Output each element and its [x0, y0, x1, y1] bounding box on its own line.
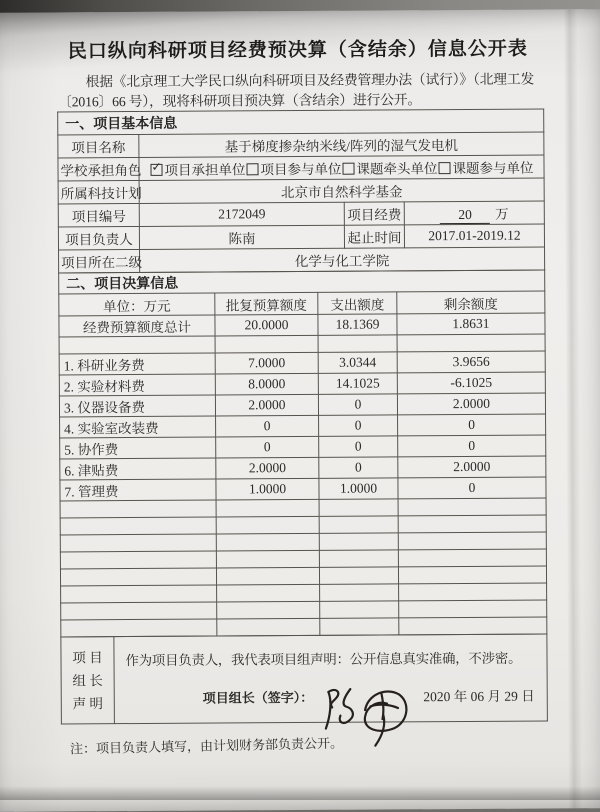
budget-row — [59, 393, 545, 417]
category-approved: 2.0000 — [216, 457, 319, 479]
checkbox-icon — [246, 163, 258, 175]
category-spent: 1.0000 — [319, 478, 398, 499]
role-option-undertaker — [149, 159, 246, 178]
category-spent: 3.0344 — [318, 352, 397, 373]
category-label: 4. 实验室改装费 — [60, 416, 216, 438]
budget-row — [60, 414, 546, 438]
declaration-body — [114, 634, 548, 724]
category-approved: 7.0000 — [215, 352, 318, 374]
col-header-unit: 单位：万元 — [59, 293, 215, 316]
category-approved: 0 — [216, 436, 319, 458]
total-label: 经费预算额度总计 — [59, 315, 215, 337]
section-1-header: 一、项目基本信息 — [58, 109, 544, 135]
basic-info-table — [57, 109, 545, 274]
budget-table — [58, 269, 547, 637]
budget-row — [60, 477, 546, 501]
category-spent: 0 — [318, 394, 397, 415]
category-remaining: 2.0000 — [397, 393, 545, 415]
category-approved: 2.0000 — [215, 394, 318, 416]
project-leader-label: 项目负责人 — [58, 226, 139, 249]
checkbox-checked-icon — [150, 159, 162, 176]
budget-row — [59, 372, 545, 396]
intro-paragraph — [58, 69, 554, 111]
category-label: 2. 实验材料费 — [59, 374, 215, 396]
section-2-header: 二、项目决算信息 — [59, 270, 545, 294]
funds-amount: 20 — [440, 206, 490, 223]
paper-sheet — [0, 9, 600, 812]
declaration-statement: 作为项目负责人，我代表项目组声明：公开信息真实准确，不涉密。 — [125, 650, 522, 669]
sign-label: 项目组长（签字）： — [202, 689, 314, 706]
category-remaining: 0 — [398, 414, 546, 436]
program-value: 北京市自然科学基金 — [139, 178, 544, 203]
project-funds-label: 项目经费 — [344, 202, 404, 225]
category-spent: 0 — [319, 415, 398, 436]
form-content — [0, 33, 600, 758]
role-option-participant — [245, 162, 341, 178]
period-label: 起止时间 — [344, 225, 404, 248]
funds-unit: 万 — [495, 206, 509, 222]
category-label: 1. 科研业务费 — [59, 353, 215, 375]
role-option-label: 课题牵头单位 — [356, 161, 438, 177]
declaration-label-line: 组 长 — [72, 672, 103, 688]
role-option-label: 课题参与单位 — [452, 160, 534, 177]
project-number-value: 2172049 — [139, 202, 344, 226]
table-row — [58, 155, 544, 181]
category-remaining: 2.0000 — [398, 456, 546, 478]
total-spent: 18.1369 — [318, 314, 397, 335]
table-row — [58, 224, 544, 250]
checkbox-icon — [438, 162, 450, 174]
checkbox-icon — [342, 163, 354, 175]
category-label: 5. 协作费 — [60, 437, 216, 459]
project-number-label: 项目编号 — [58, 203, 139, 226]
category-remaining: 0 — [398, 477, 546, 499]
check-icon: ✓ — [151, 159, 162, 174]
budget-header-row — [59, 291, 545, 316]
declaration-label-line: 项 目 — [72, 649, 103, 665]
category-label: 6. 津贴费 — [60, 458, 216, 480]
table-row — [58, 132, 544, 158]
category-approved: 0 — [216, 415, 319, 437]
signature-row — [117, 669, 545, 724]
role-option-topic-participant — [437, 161, 533, 177]
project-name-label: 项目名称 — [58, 134, 139, 157]
budget-row — [59, 351, 545, 375]
school-role-options — [139, 155, 544, 180]
period-value: 2017.01-2019.12 — [404, 224, 544, 248]
program-label: 所属科技计划 — [58, 180, 139, 203]
role-option-label: 项目参与单位 — [260, 161, 342, 178]
col-header-approved: 批复预算额度 — [215, 292, 318, 315]
school-role-label: 学校承担角色 — [58, 157, 139, 180]
role-option-label: 项目承担单位 — [164, 162, 246, 178]
declaration-label — [61, 637, 115, 724]
category-spent: 14.1025 — [318, 373, 397, 394]
category-approved: 1.0000 — [216, 478, 319, 500]
unit-label: 项目所在二级 — [59, 249, 140, 272]
category-label: 3. 仪器设备费 — [59, 395, 215, 417]
table-row — [58, 201, 544, 227]
category-remaining: 3.9656 — [397, 351, 545, 373]
budget-total-row — [59, 313, 545, 337]
category-spent: 0 — [319, 457, 398, 478]
col-header-remaining: 剩余额度 — [397, 291, 545, 314]
declaration-row — [61, 634, 548, 724]
col-header-spent: 支出额度 — [318, 292, 397, 314]
table-row — [58, 178, 544, 204]
project-leader-value: 陈南 — [139, 225, 344, 249]
intro-line-2: 〔2016〕66 号），现将科研项目预决算（含结余）进行公开。 — [58, 91, 422, 109]
role-option-topic-lead — [341, 161, 437, 177]
total-approved: 20.0000 — [215, 314, 318, 336]
intro-line-1: 根据《北京理工大学民口纵向科研项目及经费管理办法（试行）》（北理工发 — [85, 71, 535, 90]
budget-row — [60, 435, 546, 459]
category-remaining: 0 — [398, 435, 546, 457]
category-remaining: -6.1025 — [397, 372, 545, 394]
category-approved: 8.0000 — [215, 373, 318, 395]
declaration-label-line: 声 明 — [72, 695, 104, 711]
footnote: 注：项目负责人填写，由计划财务部负责公开。 — [69, 735, 344, 757]
total-remaining: 1.8631 — [397, 313, 545, 335]
category-spent: 0 — [319, 436, 398, 457]
signature-date: 2020 年 06 月 29 日 — [423, 688, 535, 705]
page-title: 民口纵向科研项目经费预决算（含结余）信息公开表 — [67, 38, 528, 63]
project-funds-value — [404, 201, 544, 225]
budget-row — [60, 456, 546, 480]
category-label: 7. 管理费 — [60, 479, 216, 501]
project-name-value: 基于梯度掺杂纳米线/阵列的湿气发电机 — [139, 132, 544, 157]
declaration-table — [60, 633, 548, 724]
unit-value: 化学与化工学院 — [140, 247, 545, 272]
